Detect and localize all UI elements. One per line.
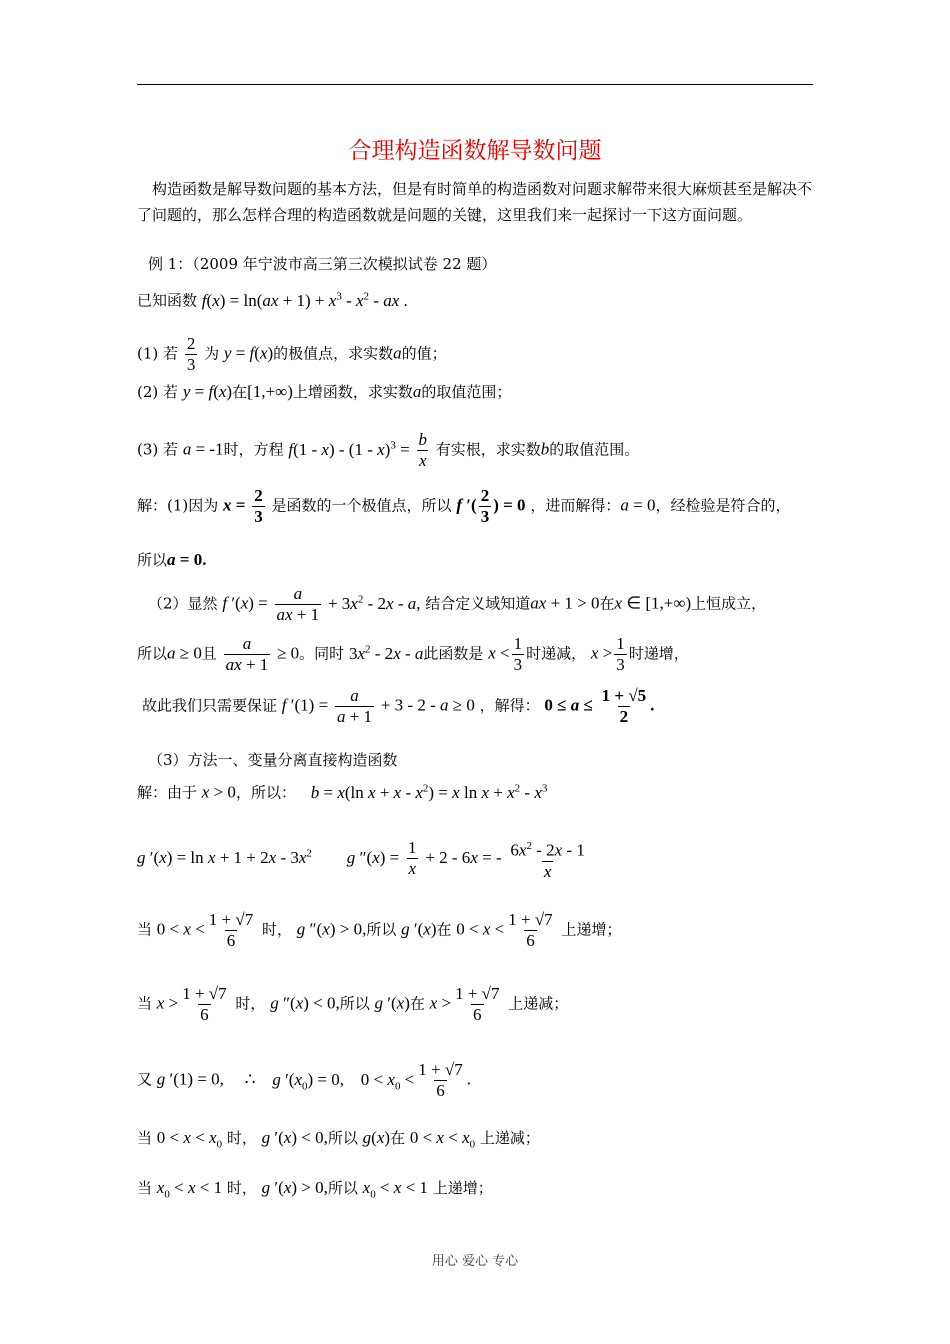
solution-3-title: （3）方法一、变量分离直接构造函数 — [148, 751, 398, 769]
solution-3-line-1: 解：由于 x > 0，所以： b = x(ln $x + x - x^2) = x$ $\ln x + x^2 - x^3$ — [137, 782, 548, 802]
page-footer: 用心 爱心 专心 — [431, 1254, 519, 1269]
solution-2-line-2: 所以a ≥ 0且 $\frac{a}{ax + 1}$ ≥ 0。同时 $3x^2 - 2x$ - a此函数是 x < $\frac{1}{3}$ 时递减， x > $\frac{1}{3}$ 时递增， — [137, 634, 689, 674]
intro-paragraph: 构造函数是解导数问题的基本方法，但是有时简单的构造函数对问题求解带来很大麻烦甚至是解决不了问题的，那么怎样合理的构造函数就是问题的关键，这里我们来一起探讨一下这方面问题。 — [137, 180, 813, 224]
page-title: 合理构造函数解导数问题 — [348, 138, 602, 164]
solution-3-case-3: 当 $0 < x < x_0$ 时， g ′(x) < 0,所以 g(x)在 $0 < x < x_0$ 上递减； — [137, 1128, 540, 1151]
solution-3-derivatives: g $'(x) = \ln x + 1 + 2x - 3x^2$ g ″(x) = $\frac{1}{x}$ + 2 - 6x = - $\frac{6x^2 - 2x - 1}{x}$ — [137, 838, 585, 881]
solution-1-result: 所以a = 0. — [137, 550, 207, 569]
solution-2-line-3: 故此我们只需要保证 f ′(1) = $\frac{a}{a + 1}$ + 3 - 2 - a ≥ 0 ，解得： 0 ≤ a ≤ $\frac{1 + √5}{2}$ . — [142, 686, 655, 726]
question-1: (1) 若 $\frac{2}{3}$ 为 y = f(x)的极值点，求实数a的值； — [137, 334, 447, 374]
solution-3-case-1: 当 0 < x < $\frac{1 + √7}{6}$ 时， g ″(x) > 0,所以 g ′(x)在 0 < x < $\frac{1 + √7}{6}$ 上递增； — [137, 910, 622, 950]
example-heading: 例 1：（2009 年宁波市高三第三次模拟试卷 22 题） — [148, 255, 497, 273]
question-2: (2) 若 y = f(x)在[1,+∞)上增函数，求实数a的取值范围； — [137, 382, 512, 401]
question-3: (3) 若 a = -1时，方程 f(1 - x) - (1 - x)$^3$ = $\frac{b}{x}$ 有实根，求实数b的取值范围。 — [137, 430, 640, 470]
solution-3-case-4: 当 $x_0 < x < 1$ 时， g ′(x) > 0,所以 $x_0 < x < 1$ 上递增； — [137, 1178, 493, 1201]
header-rule — [137, 84, 813, 85]
given-function: 已知函数 $f(x) = \ln(ax + 1) + x^3 - x^2$ - ax . — [137, 290, 408, 310]
solution-3-root: 又 g ′(1) = 0, ∴ g $'(x_0) = 0$, $0 < x_0$ < $\frac{1 + √7}{6}$ . — [137, 1060, 471, 1100]
solution-3-case-2: 当 x > $\frac{1 + √7}{6}$ 时， g ″(x) < 0,所以 g ′(x)在 x > $\frac{1 + √7}{6}$ 上递减； — [137, 984, 569, 1024]
solution-1: 解：(1)因为 x = $\frac{2}{3}$ 是函数的一个极值点，所以 f ′( $\frac{2}{3}$ ) = 0 ，进而解得：a = 0，经检验是符合的， — [137, 486, 791, 526]
solution-2-line-1: （2）显然 f ′(x) = $\frac{a}{ax + 1}$ + $3x^2 - 2x$ - a, 结合定义域知道ax + 1 > 0在x ∈ [1,+∞)上恒成立， — [148, 584, 767, 624]
